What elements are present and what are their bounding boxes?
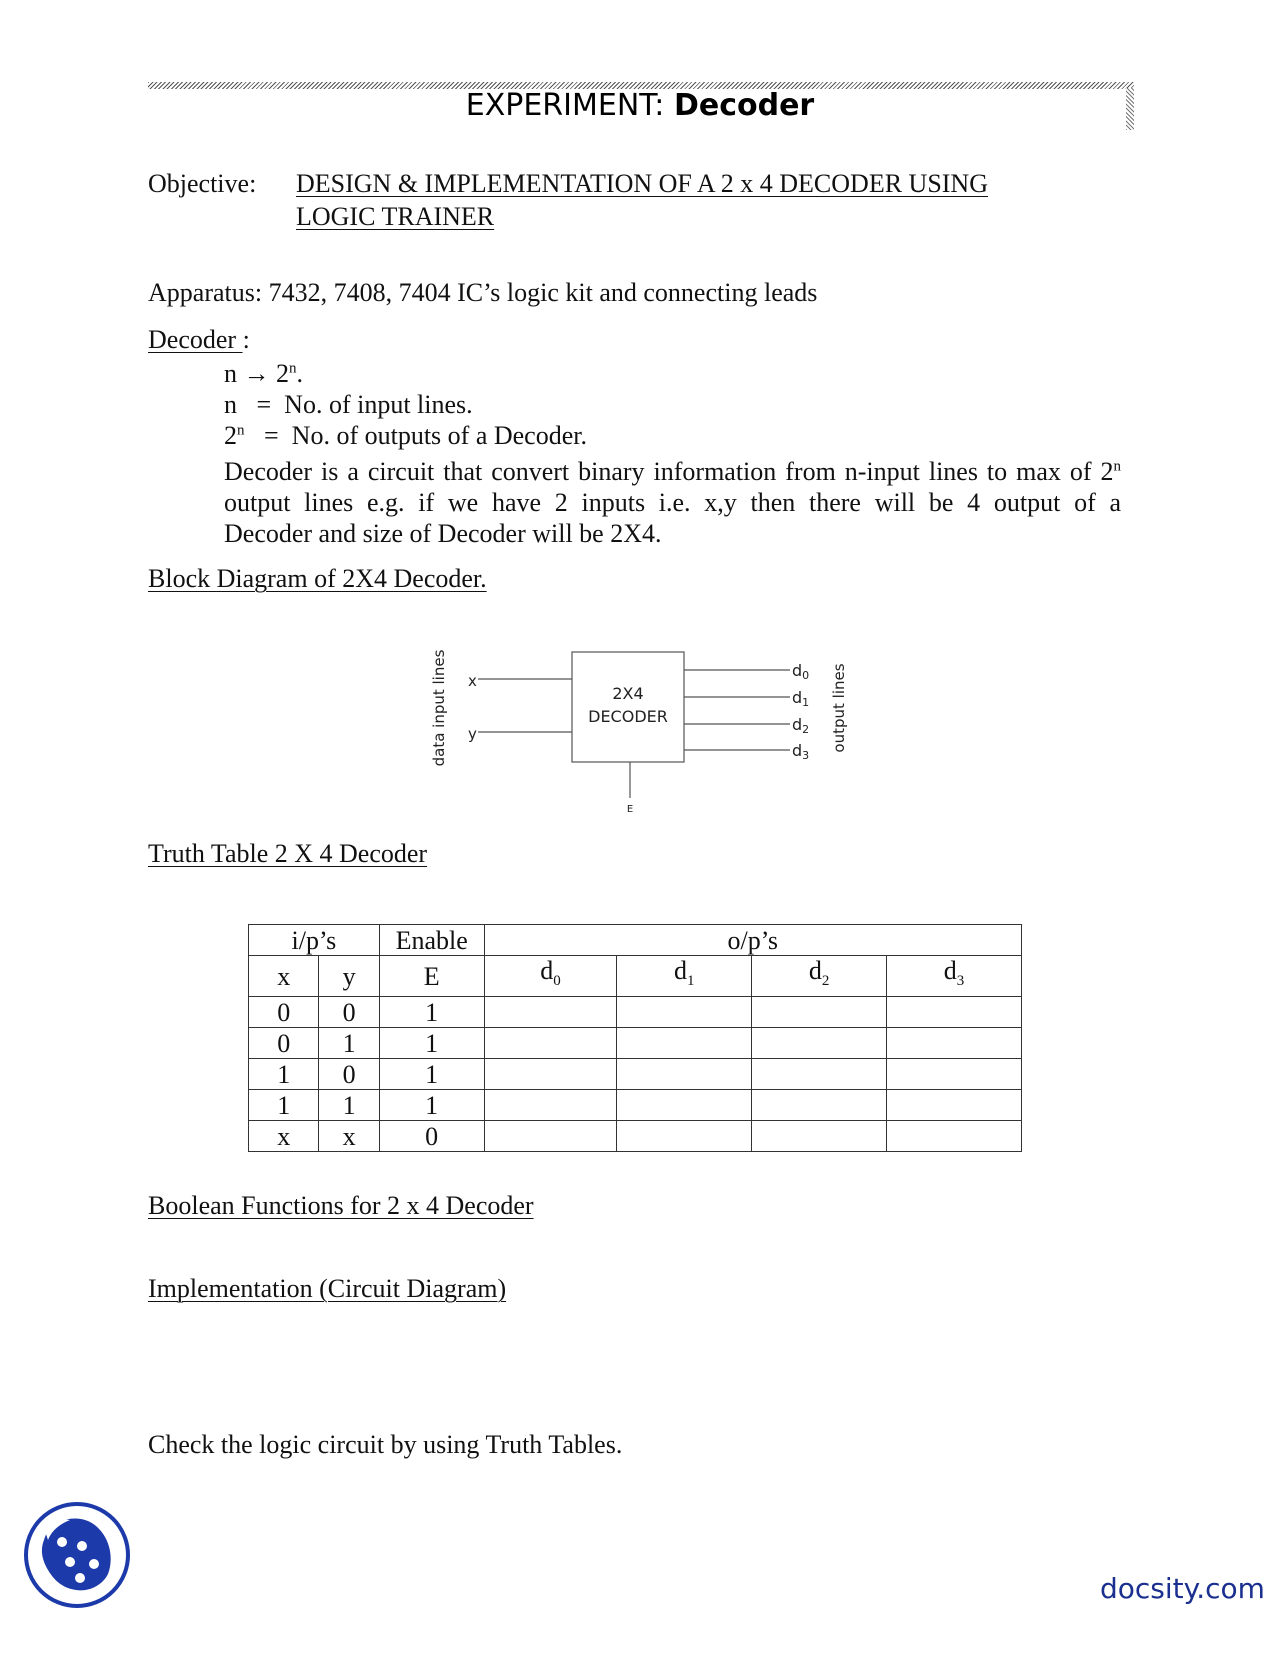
decoder-para-line-1 bbox=[224, 456, 1121, 487]
docsity-brand-link[interactable]: docsity.com bbox=[1100, 1572, 1265, 1605]
output-d2-label: d2 bbox=[792, 715, 810, 736]
table-column-header bbox=[249, 956, 1022, 997]
cell-d3 bbox=[887, 1059, 1022, 1090]
docsity-logo-icon[interactable] bbox=[22, 1500, 132, 1610]
implementation-heading: Implementation (Circuit Diagram) bbox=[148, 1274, 507, 1303]
col-d3-base: d bbox=[943, 956, 957, 985]
cell-d0 bbox=[484, 1028, 617, 1059]
col-d1-sub: 1 bbox=[687, 973, 695, 990]
cell-d3 bbox=[887, 1028, 1022, 1059]
cell-d0 bbox=[484, 1090, 617, 1121]
cell-x: 1 bbox=[249, 1059, 319, 1090]
col-e: E bbox=[379, 956, 484, 997]
decoder-para-sup: n bbox=[1113, 458, 1121, 475]
objective-label: Objective: bbox=[148, 169, 257, 198]
cell-d2 bbox=[752, 1028, 887, 1059]
decoder-heading bbox=[148, 324, 250, 356]
output-d0-label: d0 bbox=[792, 661, 810, 682]
cell-y: 1 bbox=[319, 1090, 379, 1121]
cell-d0 bbox=[484, 1121, 617, 1152]
decoder-rule bbox=[224, 358, 303, 390]
cell-d2 bbox=[752, 997, 887, 1028]
outputs-def-base: 2 bbox=[224, 421, 237, 450]
input-x-label: x bbox=[468, 672, 477, 690]
cell-d3 bbox=[887, 1121, 1022, 1152]
cell-d3 bbox=[887, 1090, 1022, 1121]
table-row bbox=[249, 1028, 1022, 1059]
decoder-para-line-1-text: Decoder is a circuit that convert binary information from n-input lines to max of 2 bbox=[224, 457, 1114, 486]
decoder-rule-text: n → 2 bbox=[224, 359, 289, 388]
cell-d1 bbox=[617, 997, 752, 1028]
box-label-1: 2X4 bbox=[612, 684, 644, 703]
header-inputs: i/p’s bbox=[249, 925, 380, 956]
header-outputs: o/p’s bbox=[484, 925, 1021, 956]
header-enable: Enable bbox=[379, 925, 484, 956]
objective-line-1: DESIGN & IMPLEMENTATION OF A 2 x 4 DECODER USING bbox=[296, 169, 988, 198]
cell-e: 1 bbox=[379, 1028, 484, 1059]
table-group-header bbox=[249, 925, 1022, 956]
output-d1-label: d1 bbox=[792, 688, 810, 709]
cell-x: x bbox=[249, 1121, 319, 1152]
cell-y: x bbox=[319, 1121, 379, 1152]
cell-d3 bbox=[887, 997, 1022, 1028]
table-row bbox=[249, 997, 1022, 1028]
cell-d2 bbox=[752, 1121, 887, 1152]
input-y-label: y bbox=[468, 725, 477, 743]
col-y: y bbox=[319, 956, 379, 997]
col-d1-base: d bbox=[674, 956, 688, 985]
cell-y: 0 bbox=[319, 997, 379, 1028]
decoder-heading-text: Decoder bbox=[148, 325, 243, 354]
decoder-para-line-2: output lines e.g. if we have 2 inputs i.e. x,y then there will be 4 output of a bbox=[224, 488, 1121, 517]
table-row bbox=[249, 1121, 1022, 1152]
cell-y: 1 bbox=[319, 1028, 379, 1059]
enable-label: E bbox=[626, 804, 634, 815]
cell-x: 0 bbox=[249, 1028, 319, 1059]
col-d0-sub: 0 bbox=[553, 973, 561, 990]
apparatus-text: Apparatus: 7432, 7408, 7404 IC’s logic kit and connecting leads bbox=[148, 278, 818, 307]
cell-d1 bbox=[617, 1028, 752, 1059]
cell-d1 bbox=[617, 1059, 752, 1090]
col-d2-sub: 2 bbox=[821, 973, 830, 990]
outputs-def-text: = No. of outputs of a Decoder. bbox=[244, 421, 587, 450]
col-x: x bbox=[249, 956, 319, 997]
title-prefix: EXPERIMENT: bbox=[465, 88, 665, 123]
boolean-functions-heading: Boolean Functions for 2 x 4 Decoder bbox=[148, 1191, 534, 1220]
col-d0 bbox=[484, 956, 617, 997]
page-title bbox=[0, 88, 1280, 123]
block-diagram bbox=[420, 630, 860, 820]
cell-e: 1 bbox=[379, 1059, 484, 1090]
cell-e: 1 bbox=[379, 997, 484, 1028]
check-instruction: Check the logic circuit by using Truth Tables. bbox=[148, 1430, 623, 1459]
title-bold: Decoder bbox=[673, 88, 815, 123]
table-row bbox=[249, 1090, 1022, 1121]
outputs-def-sup: n bbox=[237, 422, 245, 439]
decoder-rule-end: . bbox=[296, 359, 303, 388]
cell-d1 bbox=[617, 1121, 752, 1152]
n-definition: n = No. of input lines. bbox=[224, 390, 473, 419]
table-row bbox=[249, 1059, 1022, 1090]
cell-e: 1 bbox=[379, 1090, 484, 1121]
col-d3 bbox=[887, 956, 1022, 997]
col-d2 bbox=[752, 956, 887, 997]
col-d1 bbox=[617, 956, 752, 997]
output-lines-label: output lines bbox=[830, 663, 848, 753]
decoder-paragraph bbox=[224, 456, 1121, 549]
cell-d0 bbox=[484, 997, 617, 1028]
decoder-para-line-3: Decoder and size of Decoder will be 2X4. bbox=[224, 519, 662, 548]
col-d3-sub: 3 bbox=[956, 973, 965, 990]
truth-table bbox=[248, 924, 1022, 1152]
cell-d1 bbox=[617, 1090, 752, 1121]
output-d3-label: d3 bbox=[792, 741, 810, 762]
cell-d2 bbox=[752, 1059, 887, 1090]
col-d0-base: d bbox=[540, 956, 554, 985]
truth-table-heading: Truth Table 2 X 4 Decoder bbox=[148, 839, 428, 868]
data-input-lines-label: data input lines bbox=[430, 649, 448, 767]
decoder-heading-colon: : bbox=[242, 325, 250, 354]
decoder-rule-sup: n bbox=[289, 360, 297, 377]
cell-d0 bbox=[484, 1059, 617, 1090]
outputs-definition bbox=[224, 420, 587, 452]
cell-d2 bbox=[752, 1090, 887, 1121]
cell-e: 0 bbox=[379, 1121, 484, 1152]
cell-x: 1 bbox=[249, 1090, 319, 1121]
block-diagram-heading: Block Diagram of 2X4 Decoder. bbox=[148, 564, 487, 593]
cell-x: 0 bbox=[249, 997, 319, 1028]
objective-line-2: LOGIC TRAINER bbox=[296, 202, 495, 231]
box-label-2: DECODER bbox=[588, 707, 668, 726]
cell-y: 0 bbox=[319, 1059, 379, 1090]
col-d2-base: d bbox=[808, 956, 822, 985]
